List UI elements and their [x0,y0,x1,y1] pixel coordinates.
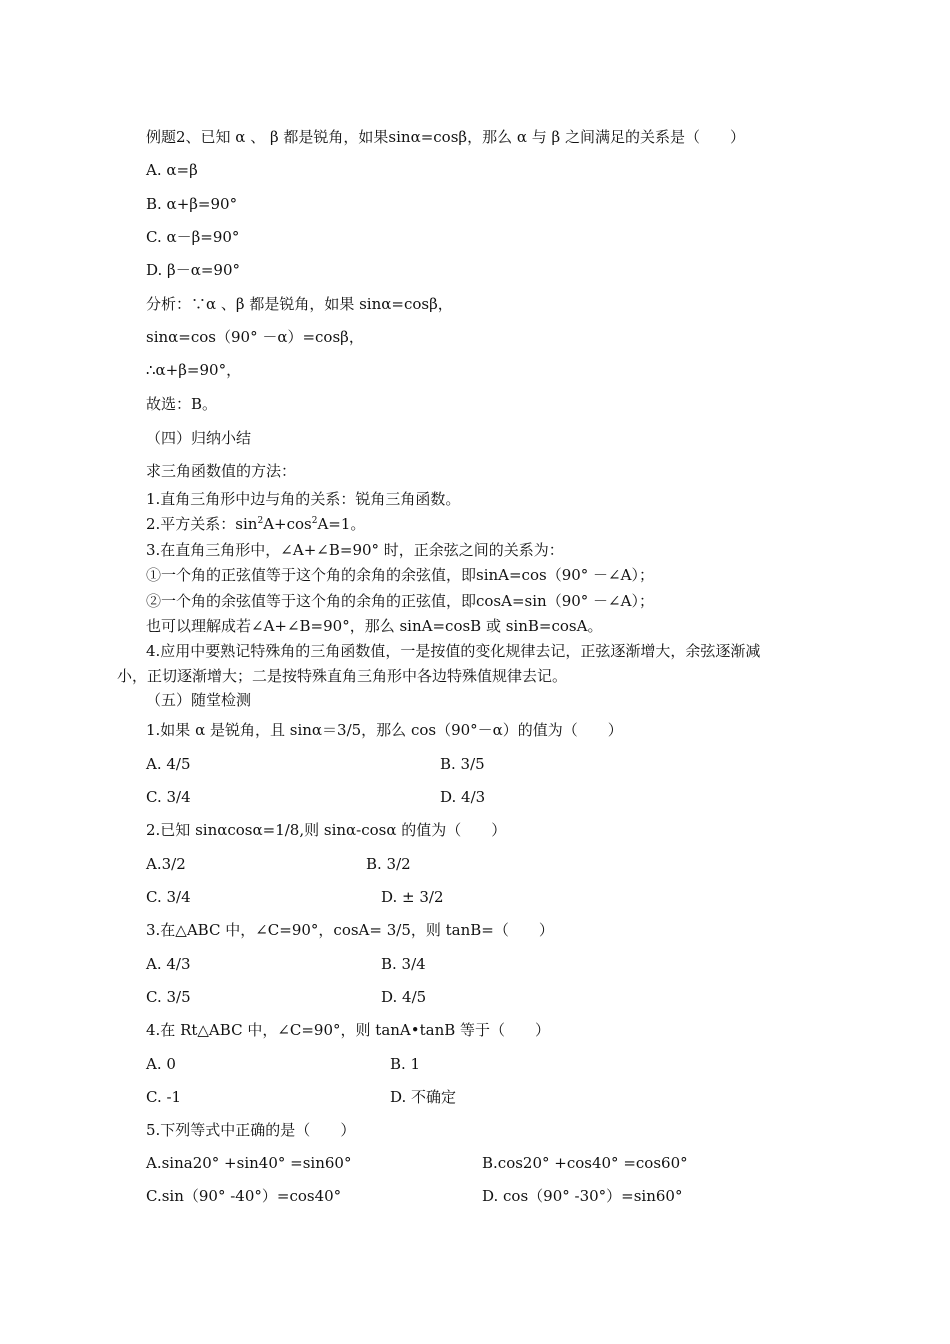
question-1-option-d: D. 4/3 [440,788,486,806]
question-4-option-b: B. 1 [390,1055,421,1073]
summary-item-4-line-1: 4.应用中要熟记特殊角的三角函数值，一是按值的变化规律去记，正弦逐渐增大，余弦逐渐减 [146,642,761,660]
summary-item-3-c: 也可以理解成若∠A+∠B=90°，那么 sinA=cosB 或 sinB=cosA。 [146,617,603,635]
example-option-b: B. α+β=90° [146,195,238,213]
question-3-option-d: D. 4/5 [381,988,427,1006]
question-5-option-b: B.cos20° +cos40° =cos60° [482,1154,688,1172]
question-2-option-a: A.3/2 [146,855,186,873]
question-3-option-c: C. 3/5 [146,988,191,1006]
summary-item-1: 1.直角三角形中边与角的关系：锐角三角函数。 [146,490,461,508]
analysis-answer: 故选：B。 [146,395,218,413]
summary-item-3-a: ①一个角的正弦值等于这个角的余角的余弦值，即sinA=cos（90° －∠A）； [146,566,654,584]
example-option-c: C. α－β=90° [146,228,240,246]
example-option-a: A. α=β [146,161,198,179]
analysis-line-1: 分析：∵α 、β 都是锐角，如果 sinα=cosβ， [146,295,453,313]
question-4-option-d: D. 不确定 [390,1088,457,1106]
question-1-option-c: C. 3/4 [146,788,191,806]
question-5-option-a: A.sina20° +sin40° =sin60° [146,1154,352,1172]
question-2-option-c: C. 3/4 [146,888,191,906]
question-5-option-d: D. cos（90° -30°）=sin60° [482,1187,683,1205]
summary-item-4-line-2: 小，正切逐渐增大；二是按特殊直角三角形中各边特殊值规律去记。 [117,667,568,685]
question-2-option-b: B. 3/2 [366,855,411,873]
question-3-option-b: B. 3/4 [381,955,426,973]
question-1: 1.如果 α 是锐角，且 sinα＝3/5，那么 cos（90°－α）的值为（ ） [146,721,623,739]
summary-item-3: 3.在直角三角形中，∠A+∠B=90° 时，正余弦之间的关系为： [146,541,564,559]
question-5: 5.下列等式中正确的是（ ） [146,1121,356,1139]
question-4: 4.在 Rt△ABC 中，∠C=90°，则 tanA•tanB 等于（ ） [146,1021,551,1039]
question-3-option-a: A. 4/3 [146,955,191,973]
question-5-option-c: C.sin（90° -40°）=cos40° [146,1187,342,1205]
question-1-option-a: A. 4/5 [146,755,191,773]
example-option-d: D. β－α=90° [146,261,240,279]
example-title: 例题2、已知 α 、 β 都是锐角，如果sinα=cosβ，那么 α 与 β 之间满足的关系是（ ） [146,128,745,146]
summary-item-2: 2.平方关系：$\sin^2A+\cos^2A=1$。 [146,515,366,533]
analysis-line-3: ∴α+β=90°， [146,361,242,379]
question-3: 3.在△ABC 中，∠C=90°，cosA= 3/5，则 tanB=（ ） [146,921,554,939]
analysis-line-2: sinα=cos（90° －α）=cosβ， [146,328,364,346]
summary-item-3-b: ②一个角的余弦值等于这个角的余角的正弦值，即cosA=sin（90° －∠A）； [146,592,654,610]
question-4-option-a: A. 0 [146,1055,176,1073]
question-1-option-b: B. 3/5 [440,755,485,773]
summary-heading: （四）归纳小结 [146,429,252,447]
quiz-heading: （五）随堂检测 [146,691,252,709]
question-4-option-c: C. -1 [146,1088,182,1106]
question-2-option-d: D. ± 3/2 [381,888,444,906]
summary-intro: 求三角函数值的方法： [146,462,297,480]
question-2: 2.已知 sinαcosα=1/8,则 sinα-cosα 的值为（ ） [146,821,507,839]
